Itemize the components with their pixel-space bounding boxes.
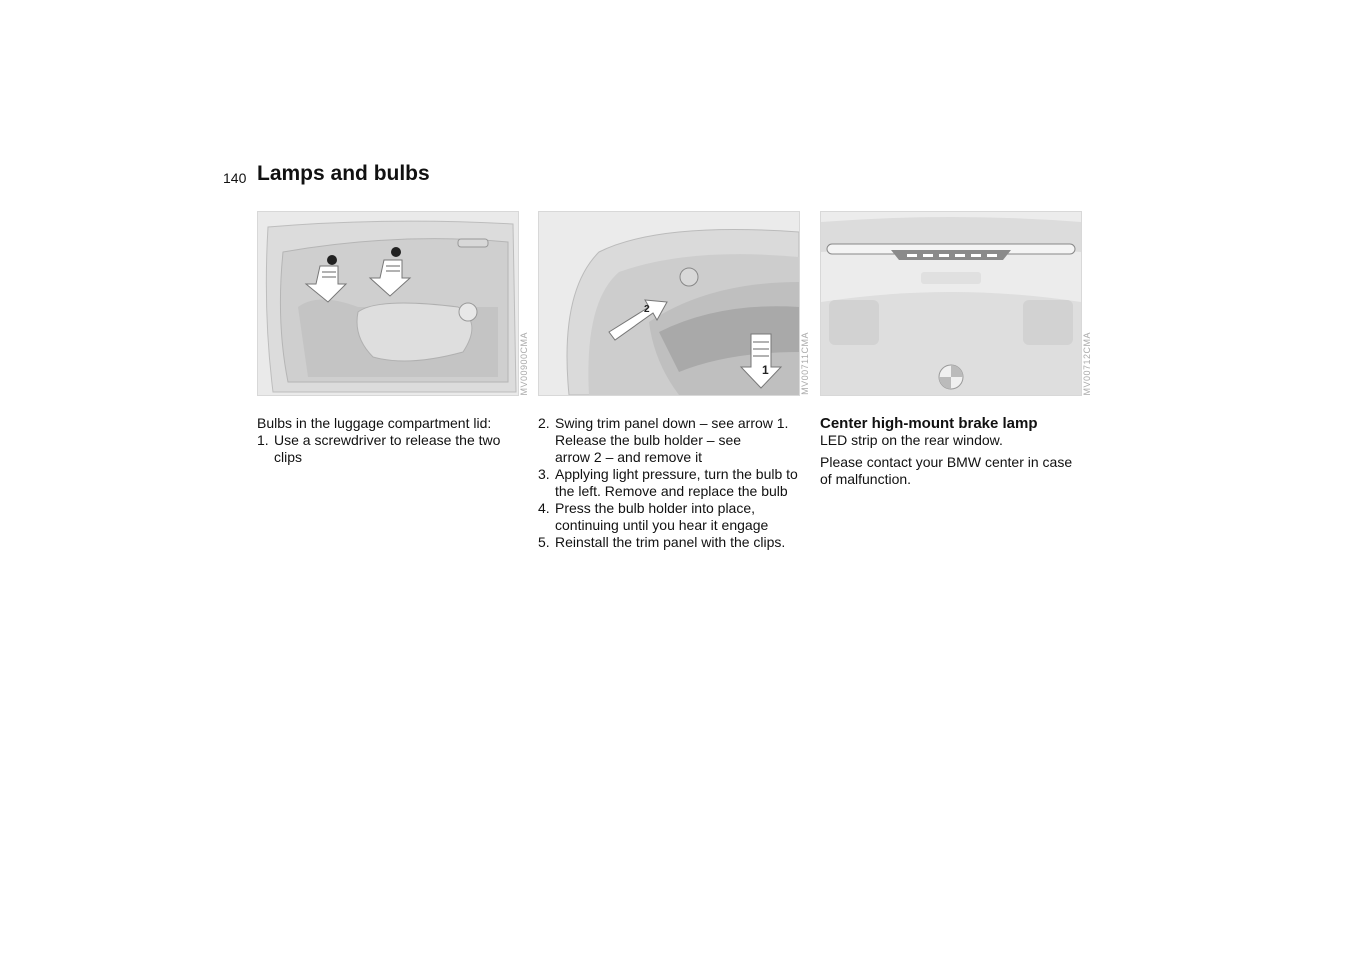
- page-number: 140: [223, 170, 247, 186]
- steps-list: [257, 432, 527, 466]
- step-text: Release the bulb holder – see: [555, 432, 742, 448]
- body-text: Please contact your BMW center in case of malfunction.: [820, 454, 1073, 487]
- body-text: LED strip on the rear window.: [820, 432, 1003, 448]
- step-text: Press the bulb holder into place, continuing until you hear it engage: [555, 500, 769, 533]
- step-number: 1.: [257, 432, 269, 448]
- intro-text: Bulbs in the luggage compartment lid:: [257, 415, 492, 431]
- list-item: [538, 500, 813, 534]
- step-number: 4.: [538, 500, 550, 516]
- step-number: 3.: [538, 466, 550, 482]
- column-1: [257, 415, 527, 466]
- brake-lamp-illustration: [820, 211, 1082, 396]
- step-text: Swing trim panel down – see arrow 1.: [555, 415, 789, 431]
- step-text: Use a screwdriver to release the two clips: [274, 432, 501, 465]
- step-text: Applying light pressure, turn the bulb to the left. Remove and replace the bulb: [555, 466, 798, 499]
- step-text: arrow 2 – and remove it: [555, 449, 703, 465]
- list-item: [538, 415, 813, 466]
- column-2: [538, 415, 813, 551]
- step-number: 5.: [538, 534, 550, 550]
- section-heading: Center high-mount brake lamp: [820, 415, 1038, 432]
- list-item: [538, 534, 813, 551]
- figure-code: MV00712CMA: [1082, 332, 1092, 396]
- step-number: 2.: [538, 415, 550, 431]
- luggage-lid-illustration: [257, 211, 519, 396]
- steps-list: [538, 415, 813, 551]
- figure-code: MV00900CMA: [519, 332, 529, 396]
- list-item: [257, 432, 527, 466]
- figure-code: MV00711CMA: [800, 332, 810, 395]
- trim-panel-illustration: [538, 211, 800, 396]
- arrow-1-label: 1: [762, 363, 769, 377]
- list-item: [538, 466, 813, 500]
- arrow-2-label: 2: [644, 304, 650, 315]
- page-title: Lamps and bulbs: [257, 162, 430, 185]
- step-text: Reinstall the trim panel with the clips.: [555, 534, 786, 550]
- column-3: [820, 415, 1080, 488]
